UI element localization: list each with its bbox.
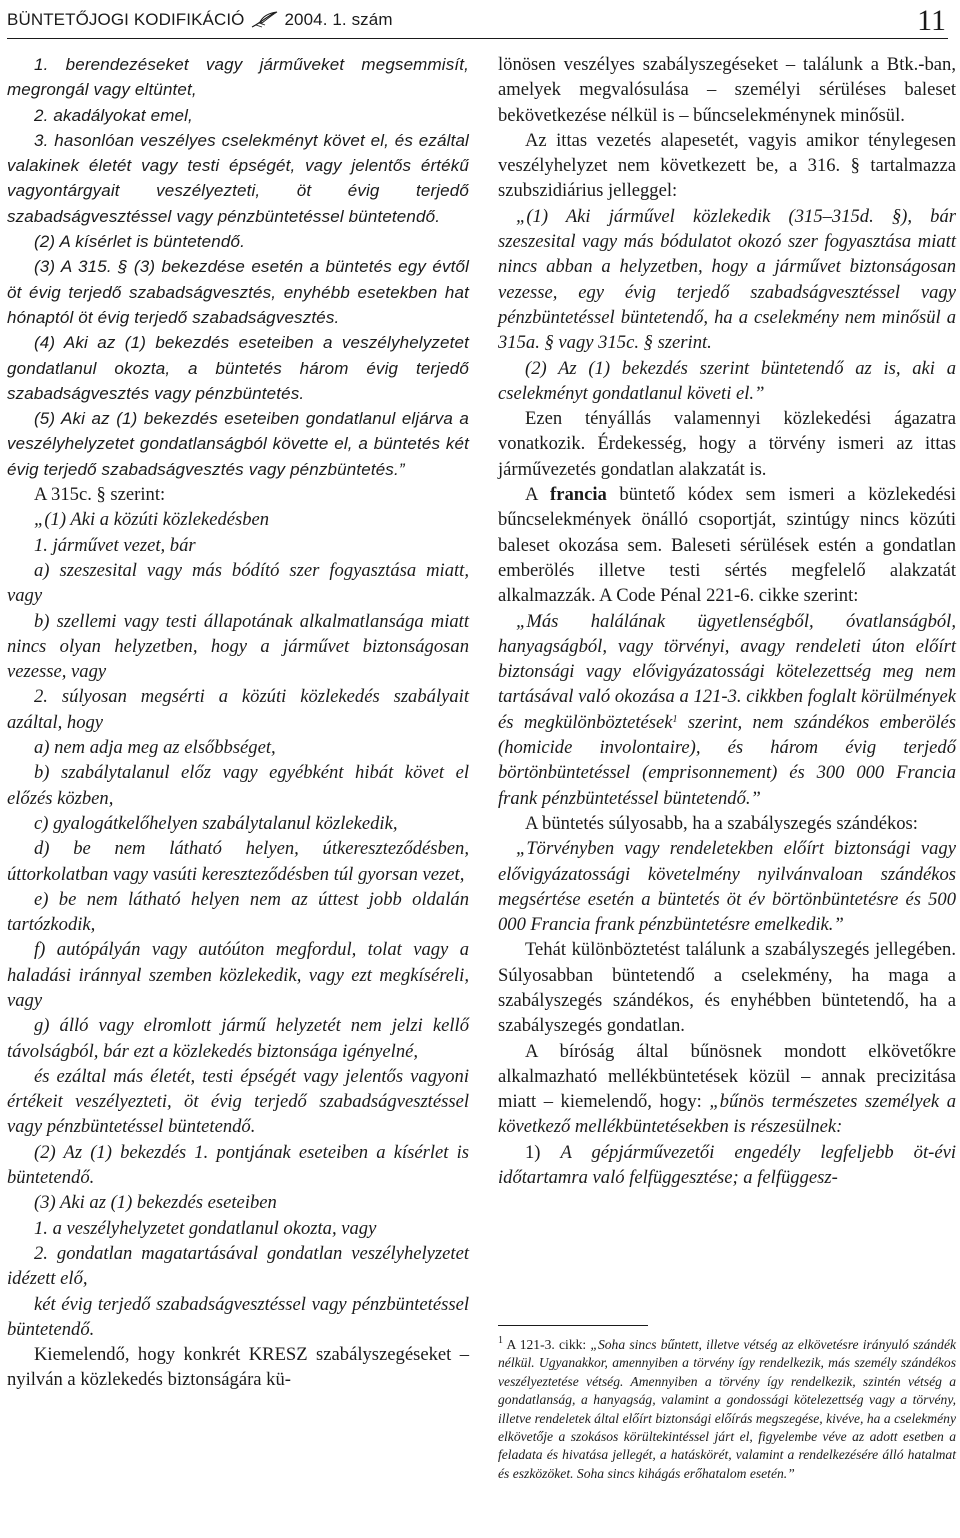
paragraph: e) be nem látható helyen nem az úttest jobb oldalán tartózkodik, [7, 888, 469, 936]
list-marker: 1) [525, 1141, 541, 1163]
quill-ornament-icon [250, 10, 280, 35]
paragraph: 2. gondatlan magatartásával gondatlan veszélyhelyzetet idézett elő, [7, 1242, 469, 1290]
paragraph: „Törvényben vagy rendeletekben előírt biztonsági vagy elővigyázatossági követelmény nyilvánvaloan szándékos megsértése esetén a büntetés öt év börtönbüntetésre és 500 000 Francia frank pénzbüntetésre emelkedik.” [498, 838, 956, 936]
footnote-reference[interactable]: 1 [672, 713, 678, 725]
footnote-ref: A 121-3. cikk: [506, 1337, 587, 1352]
paragraph: b) szellemi vagy testi állapotának alkalmatlansága miatt nincs olyan helyzetben, hogy a járművet biztonságosan vezesse, vagy [7, 610, 469, 683]
issue-label: 2004. 1. szám [284, 10, 393, 29]
paragraph: 1. járművet vezet, bár [34, 534, 196, 556]
footnote-marker: 1 [498, 1335, 503, 1346]
paragraph: f) autópályán vagy autóúton megfordul, tolat vagy a haladási iránnyal szemben közlekedik, vagy ezt megkíséreli, vagy [7, 939, 469, 1011]
paragraph [498, 482, 956, 608]
paragraph [498, 609, 956, 811]
paragraph: A 315c. § szerint: [34, 484, 166, 506]
paragraph: Az ittas vezetés alapesetét, vagyis amikor ténylegesen veszélyhelyzet nem következett be, a 316. § tartalmazza szubszidiárius jelleggel: [498, 129, 956, 202]
text-prefix: A [525, 484, 538, 506]
footnote [498, 1336, 956, 1483]
paragraph: (4) Aki az (1) bekezdés eseteiben a veszélyhelyzetet gondatlanul okozta, a büntetés három évig terjedő szabadságvesztés vagy pénzbüntetés. [7, 333, 469, 403]
paragraph: (3) Aki az (1) bekezdés eseteiben [34, 1192, 277, 1214]
paragraph: és ezáltal más életét, testi épségét vagy jelentős vagyoni értékeit veszélyezteti, öt évig terjedő szabadságvesztéssel vagy pénzbüntetéssel büntetendő. [7, 1065, 469, 1138]
paragraph: (5) Aki az (1) bekezdés eseteiben gondatlanul eljárva a veszélyhelyzetet gondatlanságból követte el, a büntetés két évig terjedő szabadságvesztés vagy pénzbüntetés.” [7, 409, 469, 479]
left-column [7, 52, 469, 1393]
text-run: büntető kódex [619, 484, 734, 506]
paragraph: g) álló vagy elromlott jármű helyzetét nem jelzi kellő távolságból, bár ezt a közlekedés biztonsága igényelné, [7, 1015, 469, 1062]
paragraph: két évig terjedő szabadságvesztéssel vagy pénzbüntetéssel büntetendő. [7, 1293, 469, 1340]
text-run: „Más halálának ügyetlenségből, óvatlanságból, hanyagságból, vagy törvényi, avagy rendeleti úton előírt biztonsági vagy elővigyázatossági kötelezettség meg nem tartásával való okozása a 121-3. cikkben foglalt körülmények és megkülönböztetések [498, 610, 956, 733]
footnote-divider [498, 1325, 648, 1326]
paragraph: 1. a veszélyhelyzetet gondatlanul okozta, vagy [34, 1217, 377, 1239]
paragraph: A büntetés súlyosabb, ha a szabályszegés szándékos: [525, 812, 918, 834]
paragraph: „(1) Aki a közúti közlekedésben [34, 509, 270, 531]
paragraph: 1. berendezéseket vagy járműveket megsemmisít, megrongál vagy eltüntet, [7, 55, 469, 100]
text-run [498, 1337, 956, 1481]
text-run: A gépjárművezetői engedély legfeljebb öt-évi időtartamra való felfüggesztése; a felfüggesz- [498, 1141, 956, 1189]
paragraph: Ezen tényállás valamennyi közlekedési ágazatra vonatkozik. Érdekesség, hogy a törvény ismeri az ittas járművezetés gondatlan alakzatát is. [498, 408, 956, 480]
page-number: 11 [917, 4, 946, 37]
paragraph: d) be nem látható helyen, útkereszteződésben, úttorkolatban vagy vasúti kereszteződésben túl gyorsan vezet, [7, 838, 469, 885]
text-run: sem ismeri a közlekedési bűncselekmények önálló csoportját, szintúgy nincs közúti baleset okozása sem. Baleseti sérülések estén a gondatlan emberölés illetve testi sértés megfelelő alakzatát alkalmazzák. A Code Pénal 221-6. cikke szerint: [498, 484, 956, 607]
paragraph: Tehát különböztetést találunk a szabályszegés jellegében. Súlyosabban büntetendő a cselekmény, ha maga a szabályszegés szándékos, és enyhébben büntetendő, ha a szabályszegés gondatlan. [498, 939, 956, 1037]
text-run: A bíróság által bűnösnek mondott elkövetőkre alkalmazható mellékbüntetések közül – annak precizitása miatt – kiemelendő, hogy: [498, 1040, 956, 1113]
paragraph: c) gyalogátkelőhelyen szabálytalanul közlekedik, [34, 812, 398, 834]
paragraph: „(1) Aki járművel közlekedik (315–315d. §), bár szeszesital vagy más bódulatot okozó szer fogyasztása miatt nincs abban a helyzetben, hogy a járművet biztonságosan vezesse, egy évig terjedő szabadságvesztéssel vagy pénzbüntetéssel büntetendő, ha a cselekmény nem minősül a 315a. § vagy 315c. § szerint. [498, 205, 956, 354]
paragraph: a) nem adja meg az elsőbbséget, [34, 737, 276, 759]
paragraph: b) szabálytalanul előz vagy egyébként hibát követ el előzés közben, [7, 762, 469, 809]
paragraph [498, 1140, 956, 1191]
journal-title: BÜNTETŐJOGI KODIFIKÁCIÓ [7, 10, 245, 29]
paragraph: (2) A kísérlet is büntetendő. [34, 232, 245, 252]
paragraph: a) szeszesital vagy más bódító szer fogyasztása miatt, vagy [7, 559, 469, 607]
running-header [7, 4, 948, 39]
paragraph: 2. súlyosan megsérti a közúti közlekedés szabályait azáltal, hogy [7, 686, 469, 733]
paragraph [498, 1039, 956, 1140]
paragraph: lönösen veszélyes szabályszegéseket – találunk a Btk.-ban, amelyek megvalósulása – személyi sérüléses baleset bekövetkezése nélkül is – bűncselekménynek minősül. [498, 54, 956, 126]
right-column [498, 52, 956, 1190]
text-run: szerint, nem szándékos emberölés (homicide involontaire), és három évig terjedő börtönbüntetéssel (emprisonnement) és 300 000 Francia frank pénzbüntetéssel büntetendő.” [498, 711, 956, 809]
text-run: „bűnös természetes személyek a következő mellékbüntetésekben is részesülnek: [498, 1091, 956, 1138]
paragraph: 3. hasonlóan veszélyes cselekményt követ el, és ezáltal valakinek életét vagy testi épségét, vagy jelentős értékű vagyontárgyait veszélyezteti, öt évig terjedő szabadságvesztéssel vagy pénzbüntetéssel büntetendő. [7, 130, 469, 226]
paragraph: (3) A 315. § (3) bekezdése esetén a büntetés egy évtől öt évig terjedő szabadságvesztés, enyhébb esetekben hat hónaptól öt évig terjedő szabadságvesztés. [7, 257, 469, 327]
journal-header [7, 10, 393, 35]
highlighted-term: francia [550, 484, 607, 506]
paragraph: Kiemelendő, hogy konkrét KRESZ szabályszegéseket – nyilván a közlekedés biztonságára kü- [7, 1344, 469, 1391]
paragraph: (2) Az (1) bekezdés szerint büntetendő az is, aki a cselekményt gondatlanul követi el.” [498, 357, 956, 404]
footnote-text: „Soha sincs bűntett, illetve vétség az elkövetésre irányuló szándék nélkül. Ugyanakkor, amennyiben a törvény így rendelkezik, más személy szándékos veszélyeztetése vétség. Amennyiben a törvény így rendelkezik, szintén vétség a gondatlanság, a hanyagság, valamint a gondossági kötelezettség vagy a törvény, illetve rendeletek által előírt biztonsági előírás megszegése, kivéve, ha a cselekmény elkövetője a szokásos körültekintéssel járt el, figyelembe véve az adott esetben a feladata és hivatása jellegét, a hatáskörét, valamint a rendelkezésére álló hatalmat és eszközöket. Soha sincs kihágás erőhatalom esetén.” [498, 1337, 957, 1481]
paragraph: (2) Az (1) bekezdés 1. pontjának eseteiben a kísérlet is büntetendő. [7, 1141, 469, 1189]
paragraph: 2. akadályokat emel, [34, 105, 193, 125]
